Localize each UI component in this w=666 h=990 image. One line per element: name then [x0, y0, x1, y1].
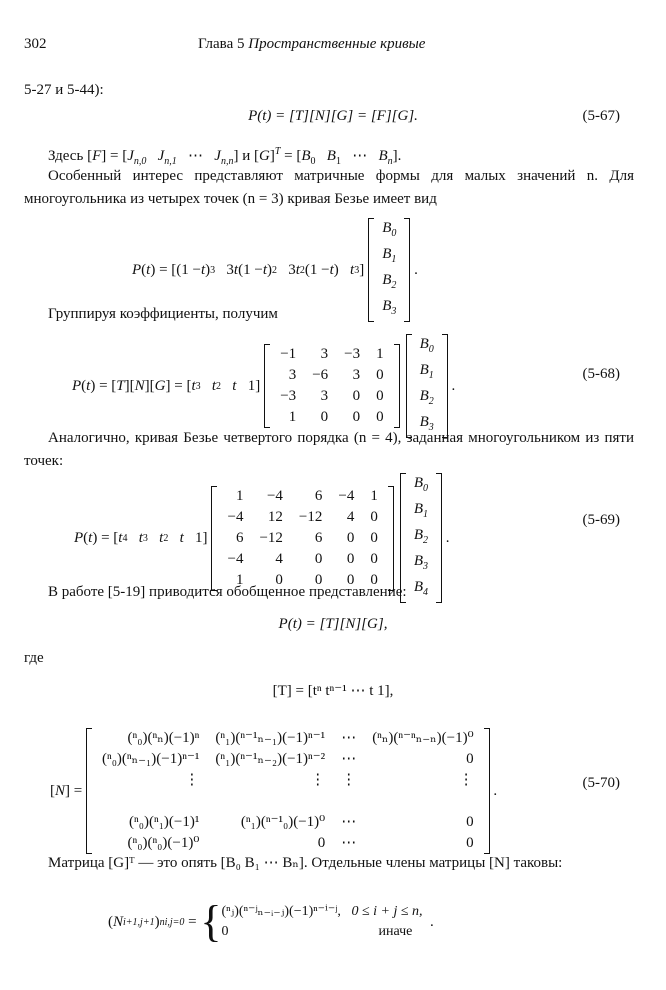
equation-general: P(t) = [T][N][G], [278, 616, 388, 632]
matrix-cell: 3 [352, 367, 361, 383]
matrix-cell: 0 [320, 409, 329, 425]
equation-elements: ( N i+1,j+1 ) n i,j=0 = { (ⁿⱼ)(ⁿ⁻ʲₙ₋ᵢ₋ⱼ)(−1)ⁿ⁻ⁱ⁻ʲ, 0 ≤ i + j ≤ n, 0 иначе . [108, 897, 434, 946]
matrix-row [219, 528, 385, 549]
equation-number-5-69: (5-69) [582, 512, 620, 528]
matrix-n-general: (ⁿ₀)(ⁿₙ)(−1)ⁿ (ⁿ₁)(ⁿ⁻¹ₙ₋₁)(−1)ⁿ⁻¹ ⋯ (ⁿₙ)(ⁿ⁻ⁿₙ₋ₙ)(−1)⁰ (ⁿ₀)(ⁿₙ₋₁)(−1)ⁿ⁻¹ (ⁿ₁)(ⁿ⁻¹ₙ₋₂)(−1)ⁿ⁻² ⋯ 0 ⋮ ⋮ ⋮ ⋮ (ⁿ₀)(ⁿ₁)(−1)¹ (ⁿ₁)(ⁿ⁻¹₀)(−1)⁰ ⋯ 0 (ⁿ₀)(ⁿ₀)(−1)⁰ 0 ⋯ 0 [86, 728, 490, 854]
matrix-cell: 3 [320, 388, 329, 404]
equation-number-5-70: (5-70) [582, 775, 620, 791]
matrix-cell: −3 [280, 388, 297, 404]
matrix-row [219, 549, 385, 570]
matrix-cell: −3 [344, 346, 361, 362]
matrix-cell: 1 [370, 487, 378, 504]
matrix-cell: 0 [352, 409, 361, 425]
matrix-row [272, 407, 391, 428]
work-reference-text: В работе [5-19] приводится обобщенное представление: [48, 584, 407, 600]
matrix-cell: −12 [259, 529, 283, 546]
matrix-cell: −12 [298, 508, 323, 525]
matrix-cell: −1 [280, 346, 297, 362]
matrix-cell: 0 [370, 571, 378, 588]
where-text: где [24, 650, 44, 666]
matrix-cell: 0 [275, 571, 283, 588]
matrix-n-quartic [211, 486, 393, 591]
equation-cubic-basis: P ( t ) = [(1 − t ) 3 3 t (1 − t ) 2 3 t 2 (1 − t ) t 3 ] $B_0$ $B_1$ $B_2$ $B_3$ . [132, 218, 418, 322]
matrix-cell: 6 [314, 529, 323, 546]
matrix-cell: 1 [288, 409, 297, 425]
running-head: Глава 5 Пространственные кривые [198, 36, 426, 52]
matrix-cell: 0 [346, 529, 355, 546]
matrix-cell: 4 [346, 508, 355, 525]
matrix-cell: 0 [370, 529, 378, 546]
matrix-cell: 0 [352, 388, 361, 404]
matrix-cell: 0 [346, 550, 355, 567]
matrix-cell: 0 [370, 508, 378, 525]
matrix-cell: 0 [314, 550, 323, 567]
matrix-cell: 0 [376, 367, 384, 383]
matrix-row [272, 344, 391, 365]
matrix-cell: 1 [376, 346, 384, 362]
matrix-cell: −4 [338, 487, 355, 504]
equation-5-69: P ( t ) = [ t 4 t 3 t 2 t 1] 1 −4 6 −4 1 −4 12 −12 4 0 6 −12 6 0 0 −4 4 0 0 0 1 0 0 0 0 $B_0$ $B_1$ $B_2$ $B_3$ $B_4$ . [74, 473, 450, 603]
matrix-cell: 0 [314, 571, 323, 588]
grouping-text: Группируя коэффициенты, получим [48, 306, 278, 322]
paragraph-small-n: Особенный интерес представляют матричные формы для малых значений n. Для многоугольника из четырех точек (n = 3) кривая Безье имеет вид [24, 168, 634, 207]
definition-line: Здесь $[F] = [J_{n,0}$ $J_{n,1}$ ⋯ $J_{n,n}$] и $[G]^T = [B_0$ $B_1$ ⋯ $B_n$]. [48, 146, 402, 167]
matrix-cell: 0 [376, 388, 384, 404]
equation-number-5-67: (5-67) [582, 108, 620, 124]
paragraph-G-matrix: Матрица [G]ᵀ — это опять [B₀ B₁ ⋯ Bₙ]. Отдельные члены матрицы [N] таковы: [48, 855, 563, 871]
matrix-cell: 4 [275, 550, 283, 567]
equation-T: [T] = [tⁿ tⁿ⁻¹ ⋯ t 1], [272, 683, 394, 699]
matrix-cell: 0 [370, 550, 378, 567]
matrix-row [272, 365, 391, 386]
condition-range: 0 ≤ i + j ≤ n, [351, 904, 423, 919]
reference-continuation: 5-27 и 5-44): [24, 82, 104, 98]
equation-number-5-68: (5-68) [582, 366, 620, 382]
matrix-cell: −4 [227, 550, 244, 567]
matrix-cell: 12 [267, 508, 283, 525]
matrix-cell: 3 [320, 346, 329, 362]
matrix-cell: 0 [346, 571, 355, 588]
matrix-cell: 6 [314, 487, 323, 504]
paragraph-quartic: Аналогично, кривая Безье четвертого порядка (n = 4), заданная многоугольником из пяти точек: [24, 430, 634, 469]
matrix-cell: 1 [235, 571, 244, 588]
equation-5-68: P ( t ) = [ T ][ N ][ G ] = [ t 3 t 2 t 1] −1 3 −3 1 3 −6 3 0 −3 3 0 0 1 0 0 0 $B_0$ $B_1$ $B_2$ $B_3$ . [72, 334, 455, 438]
condition-otherwise: иначе [378, 924, 413, 939]
page-number: 302 [24, 36, 47, 52]
matrix-cell: 6 [235, 529, 244, 546]
matrix-cell: 0 [376, 409, 384, 425]
matrix-cell: −6 [312, 367, 329, 383]
matrix-n-cubic [264, 344, 399, 428]
matrix-row [219, 507, 385, 528]
matrix-cell: 1 [235, 487, 244, 504]
matrix-row [272, 386, 391, 407]
matrix-cell: −4 [266, 487, 283, 504]
equation-5-70: [ N ] = (ⁿ₀)(ⁿₙ)(−1)ⁿ (ⁿ₁)(ⁿ⁻¹ₙ₋₁)(−1)ⁿ⁻¹ ⋯ (ⁿₙ)(ⁿ⁻ⁿₙ₋ₙ)(−1)⁰ (ⁿ₀)(ⁿₙ₋₁)(−1)ⁿ⁻¹ (ⁿ₁)(ⁿ⁻¹ₙ₋₂)(−1)ⁿ⁻² ⋯ 0 ⋮ ⋮ ⋮ ⋮ (ⁿ₀)(ⁿ₁)(−1)¹ (ⁿ₁)(ⁿ⁻¹₀)(−1)⁰ ⋯ 0 (ⁿ₀)(ⁿ₀)(−1)⁰ 0 ⋯ 0 . [50, 728, 497, 854]
matrix-cell: −4 [227, 508, 244, 525]
matrix-row [219, 486, 385, 507]
matrix-cell: 3 [288, 367, 297, 383]
equation-5-67: P(t) = [T][N][G] = [F][G]. [248, 108, 418, 124]
